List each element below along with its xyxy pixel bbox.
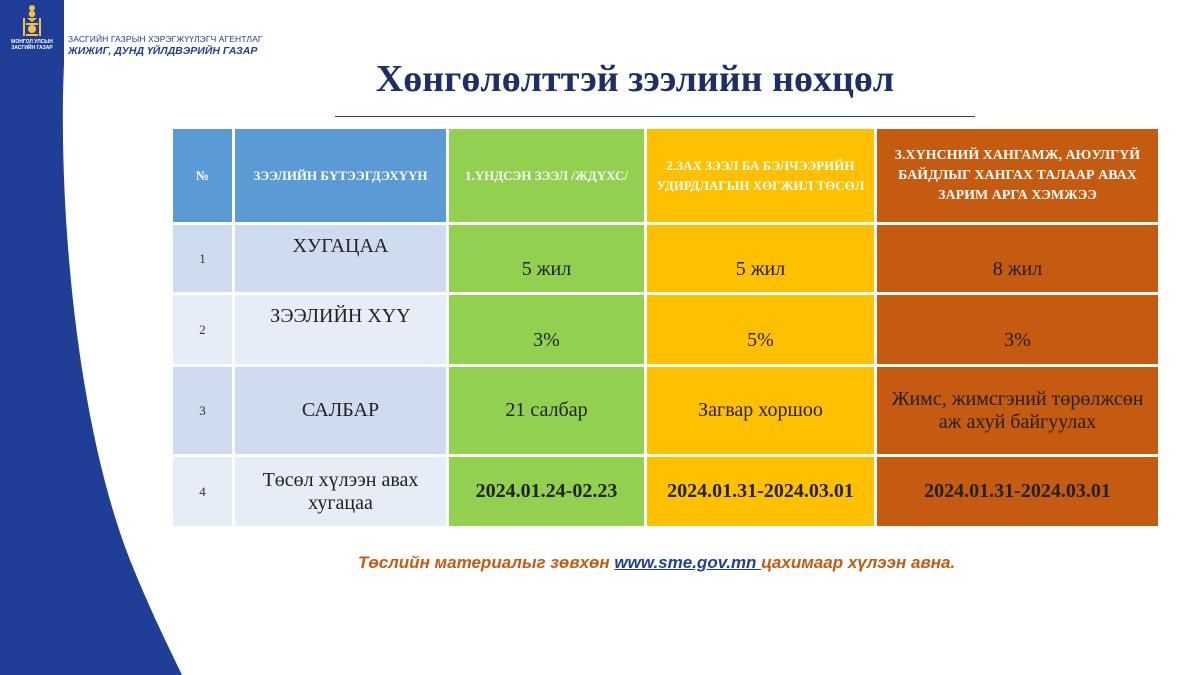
note-text-before: Төслийн материалыг зөвхөн	[358, 553, 615, 572]
header-loan-product: ЗЭЭЛИЙН БҮТЭЭГДЭХҮҮН	[234, 128, 448, 224]
cell-food-security: 8 жил	[876, 224, 1160, 294]
government-logo	[0, 0, 64, 64]
header-number: №	[172, 128, 234, 224]
row-number: 1	[172, 224, 234, 294]
agency-subtitle: ЗАСГИЙН ГАЗРЫН ХЭРЭГЖҮҮЛЭГЧ АГЕНТЛАГ	[68, 34, 263, 44]
submission-note	[358, 553, 955, 573]
table-row	[172, 294, 1160, 366]
row-label: ЗЭЭЛИЙН ХҮҮ	[234, 294, 448, 366]
table-row	[172, 456, 1160, 528]
cell-market-project: 5 жил	[646, 224, 876, 294]
agency-name: ЖИЖИГ, ДУНД ҮЙЛДВЭРИЙН ГАЗАР	[68, 45, 258, 57]
cell-main-loan: 5 жил	[448, 224, 646, 294]
table-row	[172, 366, 1160, 456]
cell-food-security: 2024.01.31-2024.03.01	[876, 456, 1160, 528]
sme-website-link[interactable]: www.sme.gov.mn	[614, 553, 762, 572]
soyombo-emblem-icon	[18, 3, 46, 39]
cell-market-project: Загвар хоршоо	[646, 366, 876, 456]
loan-conditions-table	[170, 126, 1161, 529]
row-label: ХУГАЦАА	[234, 224, 448, 294]
row-number: 3	[172, 366, 234, 456]
cell-main-loan: 2024.01.24-02.23	[448, 456, 646, 528]
cell-food-security: Жимс, жимсгэний төрөлжсөн аж ахуй байгуулах	[876, 366, 1160, 456]
logo-caption-line1: МОНГОЛ УЛСЫН	[11, 39, 53, 45]
page-title: Хөнгөлөлттэй зээлийн нөхцөл	[375, 58, 895, 100]
header-food-security: 3.ХҮНСНИЙ ХАНГАМЖ, АЮУЛГҮЙ БАЙДЛЫГ ХАНГАХ ТАЛААР АВАХ ЗАРИМ АРГА ХЭМЖЭЭ	[876, 128, 1160, 224]
row-number: 4	[172, 456, 234, 528]
note-text-after: цахимаар хүлээн авна.	[761, 553, 956, 572]
table-header-row	[172, 128, 1160, 224]
table-row	[172, 224, 1160, 294]
cell-market-project: 5%	[646, 294, 876, 366]
logo-caption-line2: ЗАСГИЙН ГАЗАР	[11, 45, 53, 51]
cell-main-loan: 21 салбар	[448, 366, 646, 456]
title-divider	[335, 116, 975, 117]
header-main-loan: 1.ҮНДСЭН ЗЭЭЛ /ЖДҮХС/	[448, 128, 646, 224]
header-market-project: 2.ЗАХ ЗЭЭЛ БА БЭЛЧЭЭРИЙН УДИРДЛАГЫН ХӨГЖИЛ ТӨСӨЛ	[646, 128, 876, 224]
row-number: 2	[172, 294, 234, 366]
cell-market-project: 2024.01.31-2024.03.01	[646, 456, 876, 528]
logo-caption	[11, 39, 53, 51]
row-label: САЛБАР	[234, 366, 448, 456]
cell-main-loan: 3%	[448, 294, 646, 366]
cell-food-security: 3%	[876, 294, 1160, 366]
row-label: Төсөл хүлээн авах хугацаа	[234, 456, 448, 528]
